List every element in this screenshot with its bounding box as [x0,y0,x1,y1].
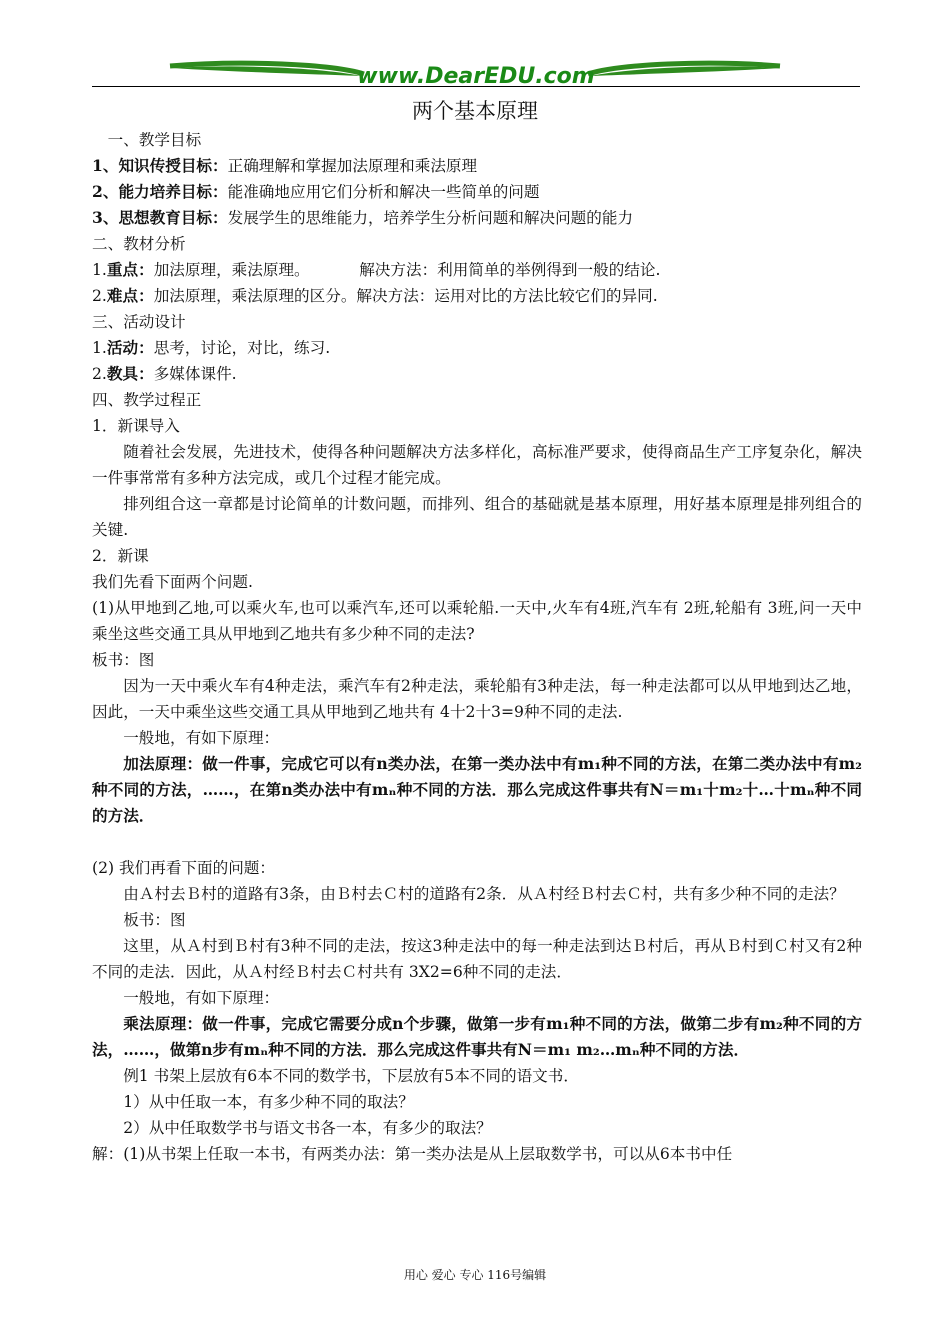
example-question: 2）从中任取数学书与语文书各一本，有多少的取法？ [123,1119,492,1137]
page-footer: 用心 爱心 专心 116号编辑 [403,1268,547,1282]
problem-1: (1)从甲地到乙地,可以乘火车,也可以乘汽车,还可以乘轮船.一天中,火车有4班,汽车有 2班,轮船有 3班,问一天中乘坐这些交通工具从甲地到乙地共有多少种不同的走法? [92,599,862,643]
goal-line: 2、能力培养目标：能准确地应用它们分析和解决一些简单的问题 [92,182,540,201]
paragraph: 这里，从Ａ村到Ｂ村有3种不同的走法，按这3种走法中的每一种走法到达Ｂ村后，再从Ｂ村到Ｃ村又有2种不同的走法．因此，从Ａ村经Ｂ村去Ｃ村共有 3X2=6种不同的走法． [92,937,862,981]
board-note: 板书：图 [92,651,155,669]
section-heading: 三、活动设计 [92,313,186,331]
spacer [92,829,862,855]
example-question: 1）从中任取一本，有多少种不同的取法？ [123,1093,414,1111]
solution-line: 解：(1)从书架上任取一本书，有两类办法：第一类办法是从上层取数学书，可以从6本书中任 [92,1145,733,1163]
paragraph: 随着社会发展，先进技术，使得各种问题解决方法多样化，高标准严要求，使得商品生产工序复杂化，解决一件事常常有多种方法完成，或几个过程才能完成。 [92,443,862,487]
paragraph: 因为一天中乘火车有4种走法，乘汽车有2种走法，乘轮船有3种走法，每一种走法都可以从甲地到达乙地，因此，一天中乘坐这些交通工具从甲地到乙地共有 4十2十3=9种不同的走法. [92,677,862,721]
paragraph: 排列组合这一章都是讨论简单的计数问题，而排列、组合的基础就是基本原理，用好基本原理是排列组合的关键. [92,495,862,539]
section-heading: 二、教材分析 [92,235,186,253]
section-heading: 一、教学目标 [107,131,202,149]
problem-2-intro: (2) 我们再看下面的问题： [92,859,275,877]
subsection-heading: 2．新课 [92,547,149,565]
page-title: 两个基本原理 [412,99,538,123]
goal-line: 1、知识传授目标：正确理解和掌握加法原理和乘法原理 [92,156,478,175]
difficulty-line: 2.难点：加法原理，乘法原理的区分。解决方法：运用对比的方法比较它们的异同. [92,286,658,305]
tools-line: 2.教具：多媒体课件. [92,364,237,383]
header-rule [92,86,860,87]
goal-line: 3、思想教育目标：发展学生的思维能力，培养学生分析问题和解决问题的能力 [92,208,634,227]
example-1: 例1 书架上层放有6本不同的数学书，下层放有5本不同的语文书． [123,1067,579,1085]
addition-principle: 加法原理：做一件事，完成它可以有n类办法，在第一类办法中有m₁种不同的方法，在第二类办法中有m₂种不同的方法，……，在第n类办法中有mₙ种不同的方法．那么完成这件事共有N＝m₁十m₂十…十mₙ种不同的方法． [92,754,862,825]
multiplication-principle: 乘法原理：做一件事，完成它需要分成n个步骤，做第一步有m₁种不同的方法，做第二步有m₂种不同的方法，……，做第n步有mₙ种不同的方法．那么完成这件事共有N＝m₁ m₂…mₙ种不同的方法． [92,1014,862,1059]
site-url: www.DearEDU.com [357,64,595,89]
paragraph: 一般地，有如下原理： [123,989,280,1007]
subsection-heading: 1．新课导入 [92,417,180,435]
problem-2: 由Ａ村去Ｂ村的道路有3条，由Ｂ村去Ｃ村的道路有2条．从Ａ村经Ｂ村去Ｃ村，共有多少种不同的走法？ [123,885,845,903]
section-heading: 四、教学过程正 [92,391,202,409]
key-point-line: 1.重点：加法原理，乘法原理。 解决方法：利用简单的举例得到一般的结论. [92,260,661,279]
paragraph: 一般地，有如下原理： [123,729,280,747]
activity-line: 1.活动：思考，讨论，对比，练习. [92,338,331,357]
document-body [92,127,862,1167]
board-note: 板书：图 [123,911,186,929]
paragraph: 我们先看下面两个问题. [92,573,253,591]
